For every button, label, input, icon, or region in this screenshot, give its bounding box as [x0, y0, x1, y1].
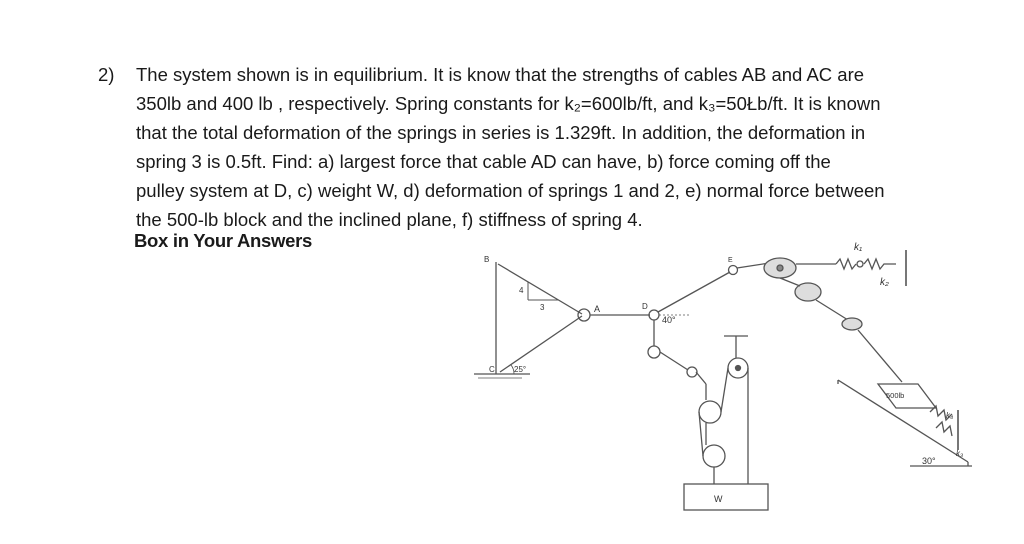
ring-d [649, 310, 659, 320]
ring-e [729, 266, 738, 275]
label-block: 500lb [886, 391, 905, 400]
cable-de [658, 272, 730, 312]
top-pulley-hub [777, 265, 783, 271]
label-k4: k₄ [946, 411, 954, 420]
small-pulley [842, 318, 862, 330]
label-slope-3: 3 [540, 303, 545, 312]
problem-line: spring 3 is 0.5ft. Find: a) largest force that cable AD can have, b) force coming off the [136, 151, 831, 172]
spring-k3 [936, 422, 952, 436]
label-d: D [642, 302, 648, 311]
label-b: B [484, 255, 490, 264]
label-k2: k₂ [880, 277, 889, 288]
ring-a [578, 309, 590, 321]
label-k1: k₁ [854, 242, 863, 253]
box-answers-instruction: Box in Your Answers [134, 230, 312, 251]
spring-k1 [836, 259, 856, 269]
problem-line: that the total deformation of the springs in series is 1.329ft. In addition, the deformation in [136, 122, 866, 143]
cable-pulley-link [780, 278, 800, 286]
weight-box [684, 484, 768, 510]
hook-pulley-2 [687, 367, 697, 377]
moving-pulley-1 [699, 401, 721, 423]
rope-mid [721, 368, 728, 412]
label-a: A [594, 304, 601, 314]
cable-hook-2 [696, 372, 706, 384]
problem-line: 350lb and 400 lb , respectively. Spring constants for k₂=600lb/ft, and k₃=50Łb/ft. It is known [136, 93, 881, 114]
problem-line: The system shown is in equilibrium. It is know that the strengths of cables AB and AC are [136, 64, 865, 85]
label-k3: k₃ [956, 449, 964, 458]
problem-line: pulley system at D, c) weight W, d) deformation of springs 1 and 2, e) normal force between [136, 180, 885, 201]
problem-number: 2) [98, 64, 115, 85]
label-angle-30: 30° [922, 456, 936, 466]
spring-k2 [864, 259, 896, 269]
cable-incline [816, 300, 848, 320]
cable-hook [660, 352, 688, 370]
moving-pulley-2 [703, 445, 725, 467]
fixed-pulley-hub [736, 366, 741, 371]
cable-to-block [858, 330, 902, 382]
label-slope-4: 4 [519, 286, 524, 295]
label-weight: W [714, 494, 723, 504]
label-c: C [489, 365, 495, 374]
label-e: E [728, 257, 733, 264]
hook-pulley-1 [648, 346, 660, 358]
problem-line: the 500-lb block and the inclined plane, f) stiffness of spring 4. [136, 209, 643, 230]
spring-connector [857, 261, 863, 267]
cable-ac [500, 316, 582, 372]
label-angle-40: 40° [662, 315, 676, 325]
label-angle-25: 25° [514, 365, 527, 374]
